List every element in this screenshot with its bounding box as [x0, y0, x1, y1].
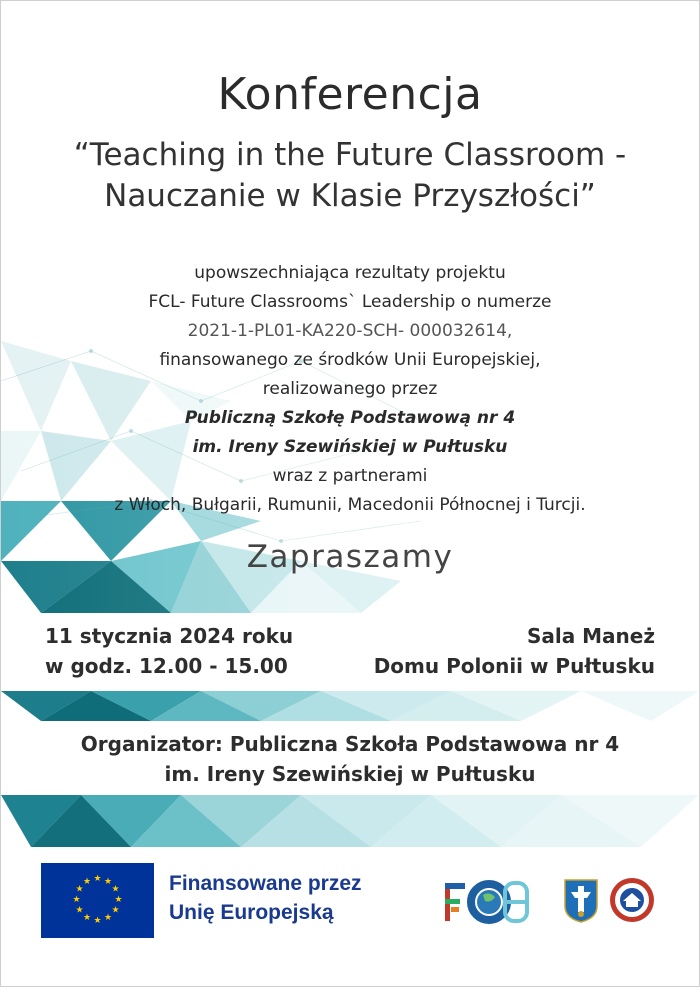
description-line: FCL- Future Classrooms` Leadership o numerze	[148, 292, 552, 312]
fcl-logo	[443, 877, 543, 927]
project-description	[1, 259, 699, 520]
pultusk-crest-icon	[563, 878, 599, 924]
invite-heading: Zapraszamy	[246, 539, 454, 575]
svg-text:★: ★	[82, 877, 92, 887]
school-seal-icon	[609, 877, 655, 923]
project-number: 2021-1-PL01-KA220-SCH- 000032614,	[187, 321, 513, 341]
svg-text:★: ★	[93, 916, 102, 926]
svg-text:★: ★	[111, 884, 120, 895]
subtitle-line-2: Nauczanie w Klasie Przyszłości”	[104, 178, 596, 214]
school-name-line-2: im. Ireny Szewińskiej w Pułtusku	[192, 437, 508, 457]
venue-line-2: Domu Polonii w Pułtusku	[373, 654, 655, 678]
partners-line: z Włoch, Bułgarii, Rumunii, Macedonii Północnej i Turcji.	[114, 495, 586, 515]
school-name-line-1: Publiczną Szkołę Podstawową nr 4	[184, 408, 516, 428]
description-line: wraz z partnerami	[272, 466, 428, 486]
event-time: w godz. 12.00 - 15.00	[45, 654, 288, 678]
description-line: realizowanego przez	[262, 379, 438, 399]
svg-text:★: ★	[72, 895, 81, 905]
organizer-info	[1, 729, 699, 789]
description-line: upowszechniająca rezultaty projektu	[194, 263, 506, 283]
venue-line-1: Sala Maneż	[526, 624, 655, 648]
page-title: Konferencja	[217, 69, 483, 120]
svg-text:★: ★	[103, 877, 113, 887]
eu-flag-icon	[41, 863, 154, 938]
svg-text:★: ★	[75, 884, 84, 895]
event-venue	[374, 621, 655, 681]
svg-text:★: ★	[111, 905, 120, 916]
organizer-line-1: Organizator: Publiczna Szkoła Podstawowa nr 4	[80, 732, 620, 756]
funding-statement	[169, 869, 362, 927]
funding-line-2: Unię Europejską	[169, 901, 334, 924]
svg-text:★: ★	[75, 905, 84, 916]
funding-line-1: Finansowane przez	[169, 872, 362, 895]
organizer-line-2: im. Ireny Szewińskiej w Pułtusku	[164, 762, 536, 786]
svg-text:★: ★	[103, 913, 113, 923]
description-line: finansowanego ze środków Unii Europejskiej,	[159, 350, 541, 370]
svg-text:★: ★	[93, 874, 102, 884]
conference-subtitle	[1, 135, 699, 217]
event-date: 11 stycznia 2024 roku	[45, 624, 294, 648]
subtitle-line-1: “Teaching in the Future Classroom -	[73, 137, 627, 173]
svg-text:·: ·	[488, 922, 490, 927]
event-date-time	[45, 621, 293, 681]
svg-text:★: ★	[82, 913, 92, 923]
svg-text:★: ★	[114, 895, 123, 905]
